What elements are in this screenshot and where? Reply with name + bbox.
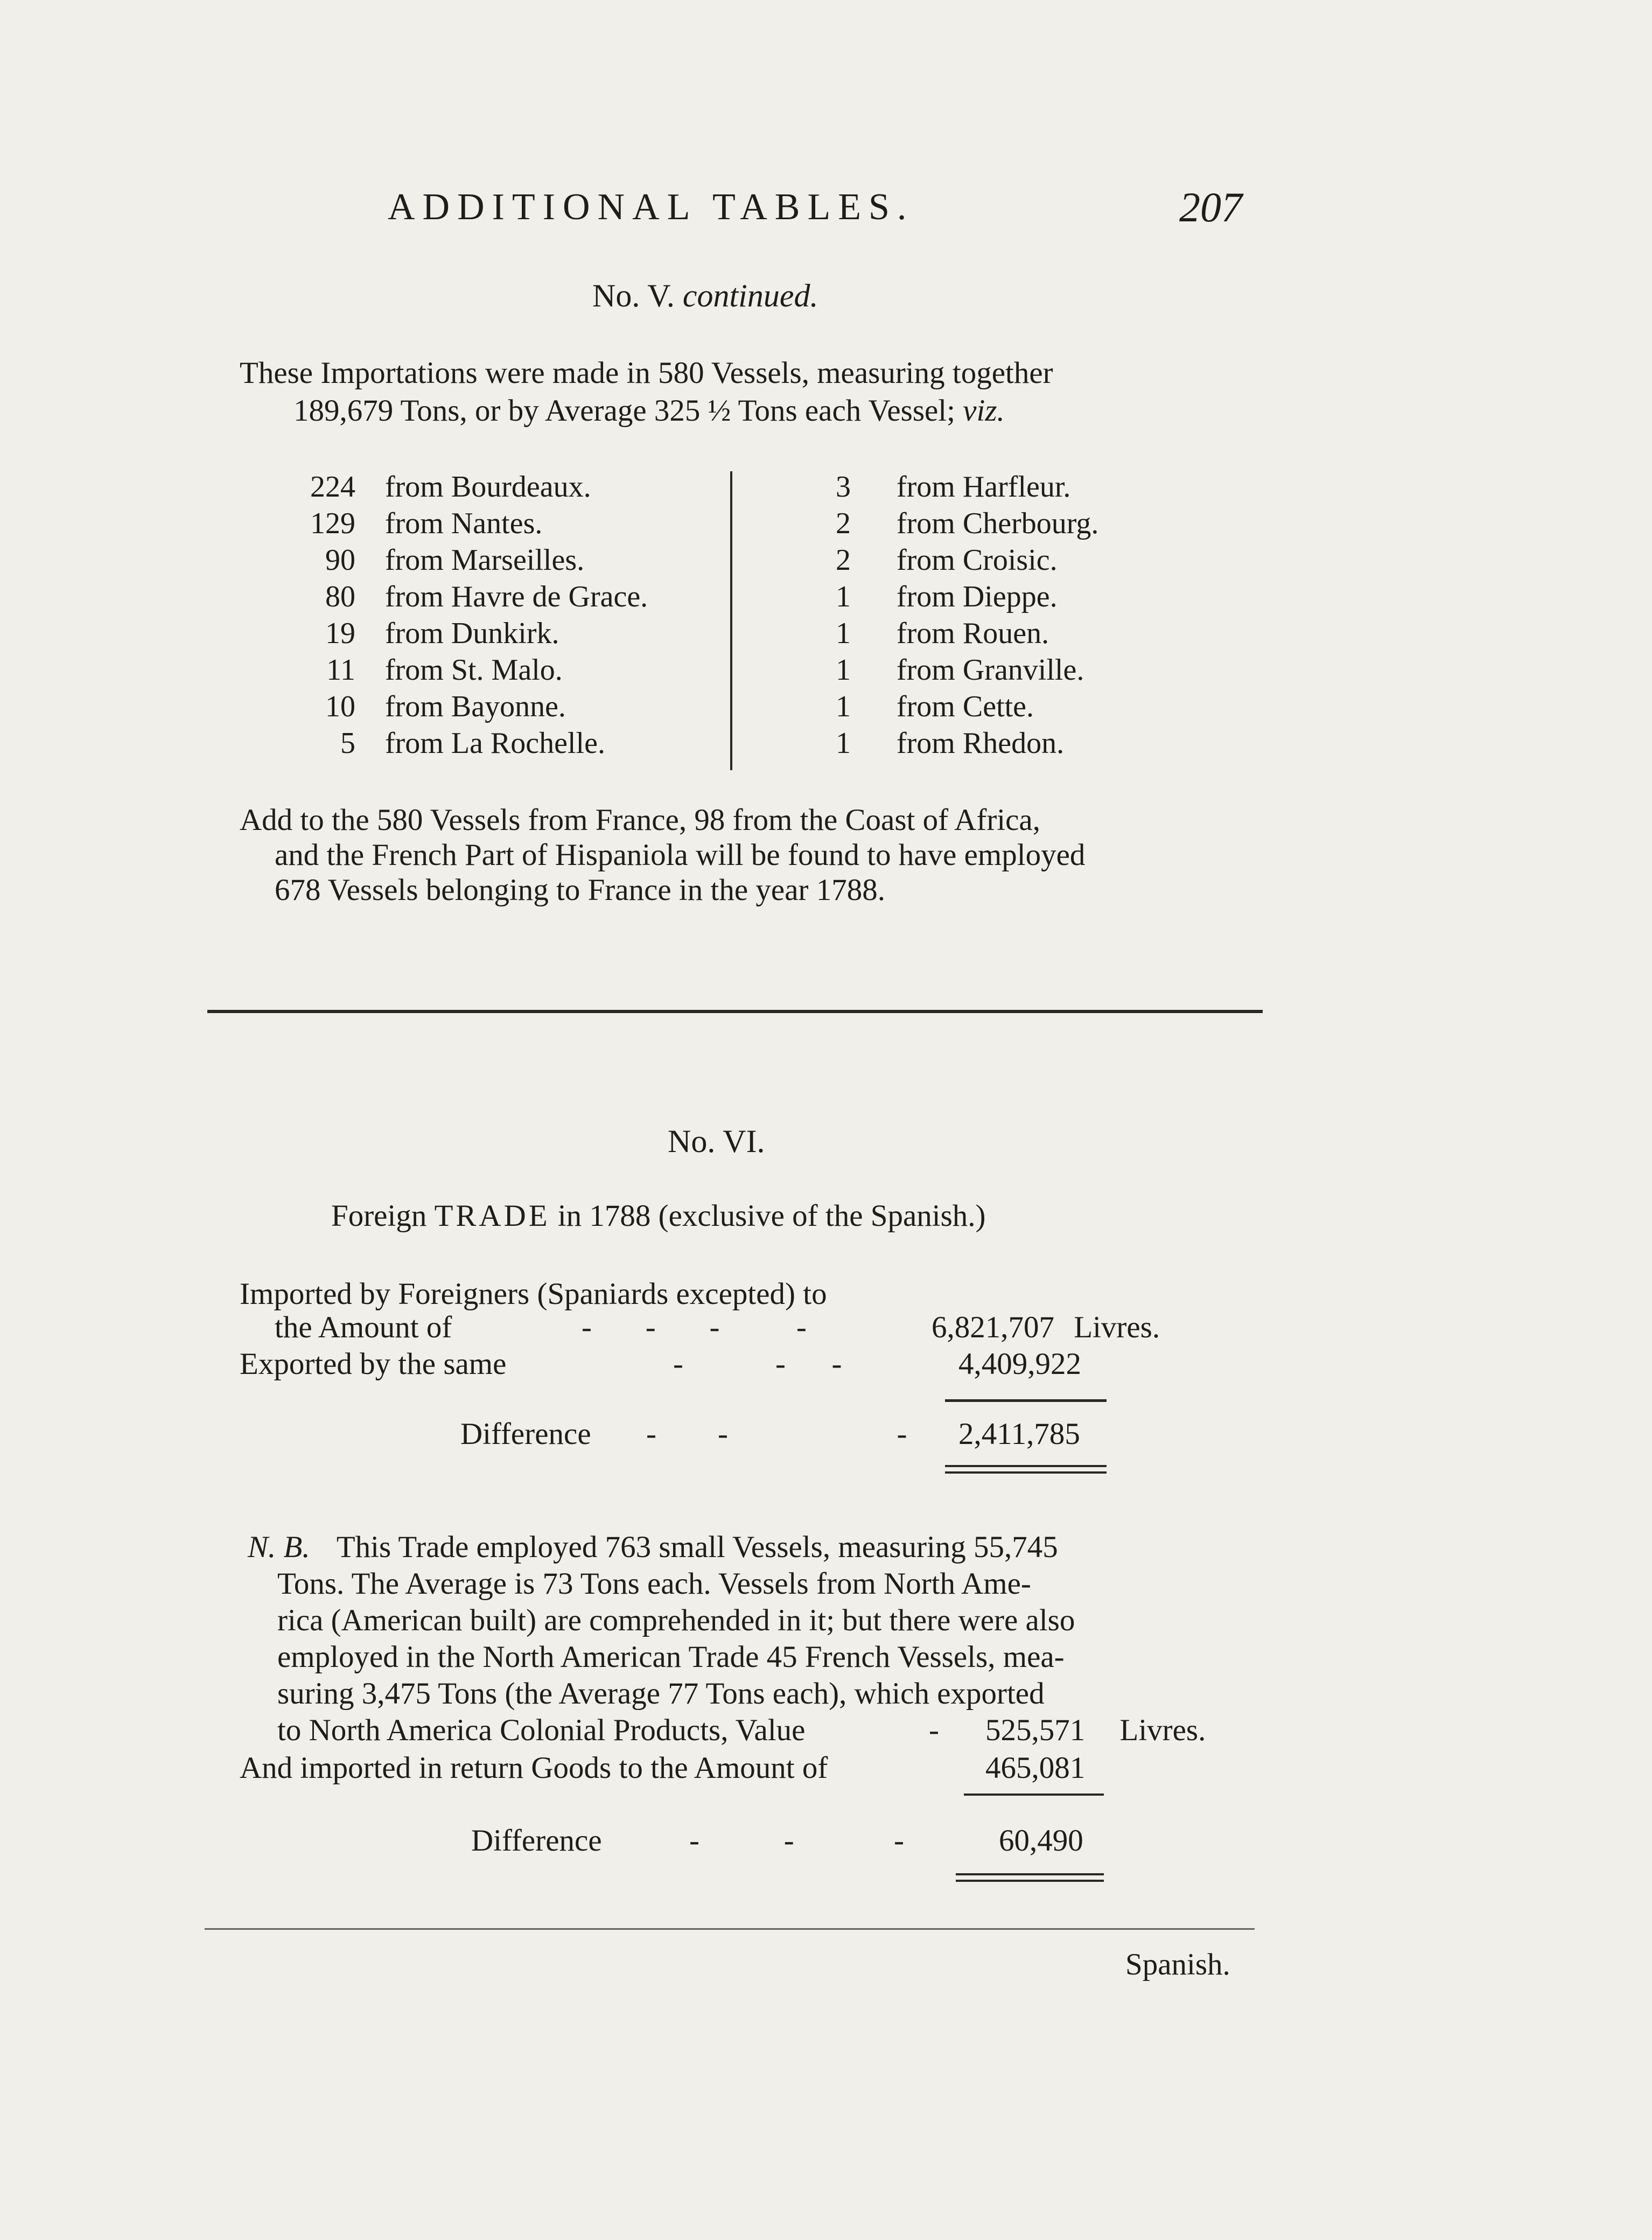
nb-line-5: suring 3,475 Tons (the Average 77 Tons each), which exported: [277, 1677, 1045, 1711]
sum-rule: [964, 1794, 1104, 1796]
ports-left-column: [285, 470, 648, 763]
port-row: 224 from Bourdeaux.: [310, 470, 591, 504]
ports-right-column: [818, 470, 1098, 763]
double-rule-top: [945, 1465, 1107, 1467]
intro-viz: viz.: [963, 394, 1005, 428]
imported-amount: 6,821,707 Livres.: [932, 1310, 1160, 1344]
section-v-continued: continued.: [682, 278, 818, 313]
port-row: 1 from Cette.: [836, 690, 1034, 723]
double-rule-bottom: [945, 1471, 1107, 1474]
intro-line-2: 189,679 Tons, or by Average 325 ½ Tons each Vessel; viz.: [293, 394, 1005, 428]
imported-line-2: the Amount of: [275, 1310, 452, 1344]
section-v-title: [592, 277, 818, 315]
port-row: 129 from Nantes.: [310, 507, 543, 540]
port-row: 10 from Bayonne.: [325, 690, 566, 723]
page-number: 207: [1179, 184, 1242, 231]
imported-line-1: Imported by Foreigners (Spaniards excepted) to: [240, 1277, 827, 1311]
difference-value: 2,411,785: [958, 1417, 1080, 1451]
port-row: 2 from Croisic.: [836, 543, 1058, 577]
nb-label: N. B.: [248, 1530, 310, 1564]
difference2-label: Difference: [471, 1824, 602, 1858]
section-vi-title: No. VI.: [668, 1124, 765, 1159]
nb-line-3: rica (American built) are comprehended in it; but there were also: [277, 1603, 1075, 1637]
returned-value: 465,081: [985, 1751, 1086, 1785]
leader-dashes: -: [929, 1713, 939, 1747]
returned-label: And imported in return Goods to the Amount of: [240, 1751, 828, 1785]
leader-dashes: - - - -: [582, 1310, 807, 1344]
section-vi-subtitle: Foreign TRADE in 1788 (exclusive of the Spanish.): [331, 1199, 986, 1233]
exported-value: 4,409,922: [958, 1347, 1081, 1381]
port-row: 11 from St. Malo.: [326, 653, 563, 687]
port-row: 3 from Harfleur.: [836, 470, 1071, 504]
section-v-number: No. V.: [592, 278, 675, 313]
nb-line-2: Tons. The Average is 73 Tons each. Vessels from North Ame-: [277, 1567, 1031, 1601]
port-row: 90 from Marseilles.: [325, 543, 585, 577]
port-row: 2 from Cherbourg.: [836, 507, 1099, 540]
add-line-2: and the French Part of Hispaniola will be found to have employed: [275, 838, 1086, 872]
nb-line-1: N. B. This Trade employed 763 small Vessels, measuring 55,745: [248, 1530, 1058, 1564]
port-row: 1 from Rhedon.: [836, 727, 1065, 760]
nb-line-6: to North America Colonial Products, Value: [277, 1713, 806, 1747]
exported-label: Exported by the same: [240, 1347, 507, 1381]
port-row: 5 from La Rochelle.: [340, 727, 605, 760]
intro-line-1: These Importations were made in 580 Vessels, measuring together: [240, 356, 1053, 390]
running-header: ADDITIONAL TABLES.: [388, 186, 914, 228]
section-divider: [207, 1010, 1263, 1013]
port-row: 1 from Granville.: [836, 653, 1084, 687]
leader-dashes: - - -: [689, 1824, 904, 1858]
double-rule-top: [956, 1873, 1104, 1875]
double-rule-bottom: [956, 1880, 1104, 1882]
colonial-amount: 525,571 Livres.: [985, 1713, 1206, 1747]
port-row: 19 from Dunkirk.: [325, 617, 559, 650]
difference2-value: 60,490: [999, 1824, 1083, 1858]
catchword: Spanish.: [1125, 1948, 1230, 1981]
port-row: 1 from Rouen.: [836, 617, 1049, 650]
difference-label: Difference: [460, 1417, 591, 1451]
column-divider: [730, 471, 732, 770]
port-row: 1 from Dieppe.: [836, 580, 1058, 613]
add-line-3: 678 Vessels belonging to France in the year 1788.: [275, 873, 885, 907]
leader-dashes: - - -: [673, 1347, 842, 1381]
sum-rule: [945, 1399, 1107, 1402]
leader-dashes: - - -: [646, 1417, 907, 1451]
nb-line-4: employed in the North American Trade 45 French Vessels, mea-: [277, 1640, 1065, 1674]
bottom-rule: [205, 1928, 1255, 1930]
add-line-1: Add to the 580 Vessels from France, 98 from the Coast of Africa,: [240, 803, 1040, 837]
port-row: 80 from Havre de Grace.: [325, 580, 648, 613]
